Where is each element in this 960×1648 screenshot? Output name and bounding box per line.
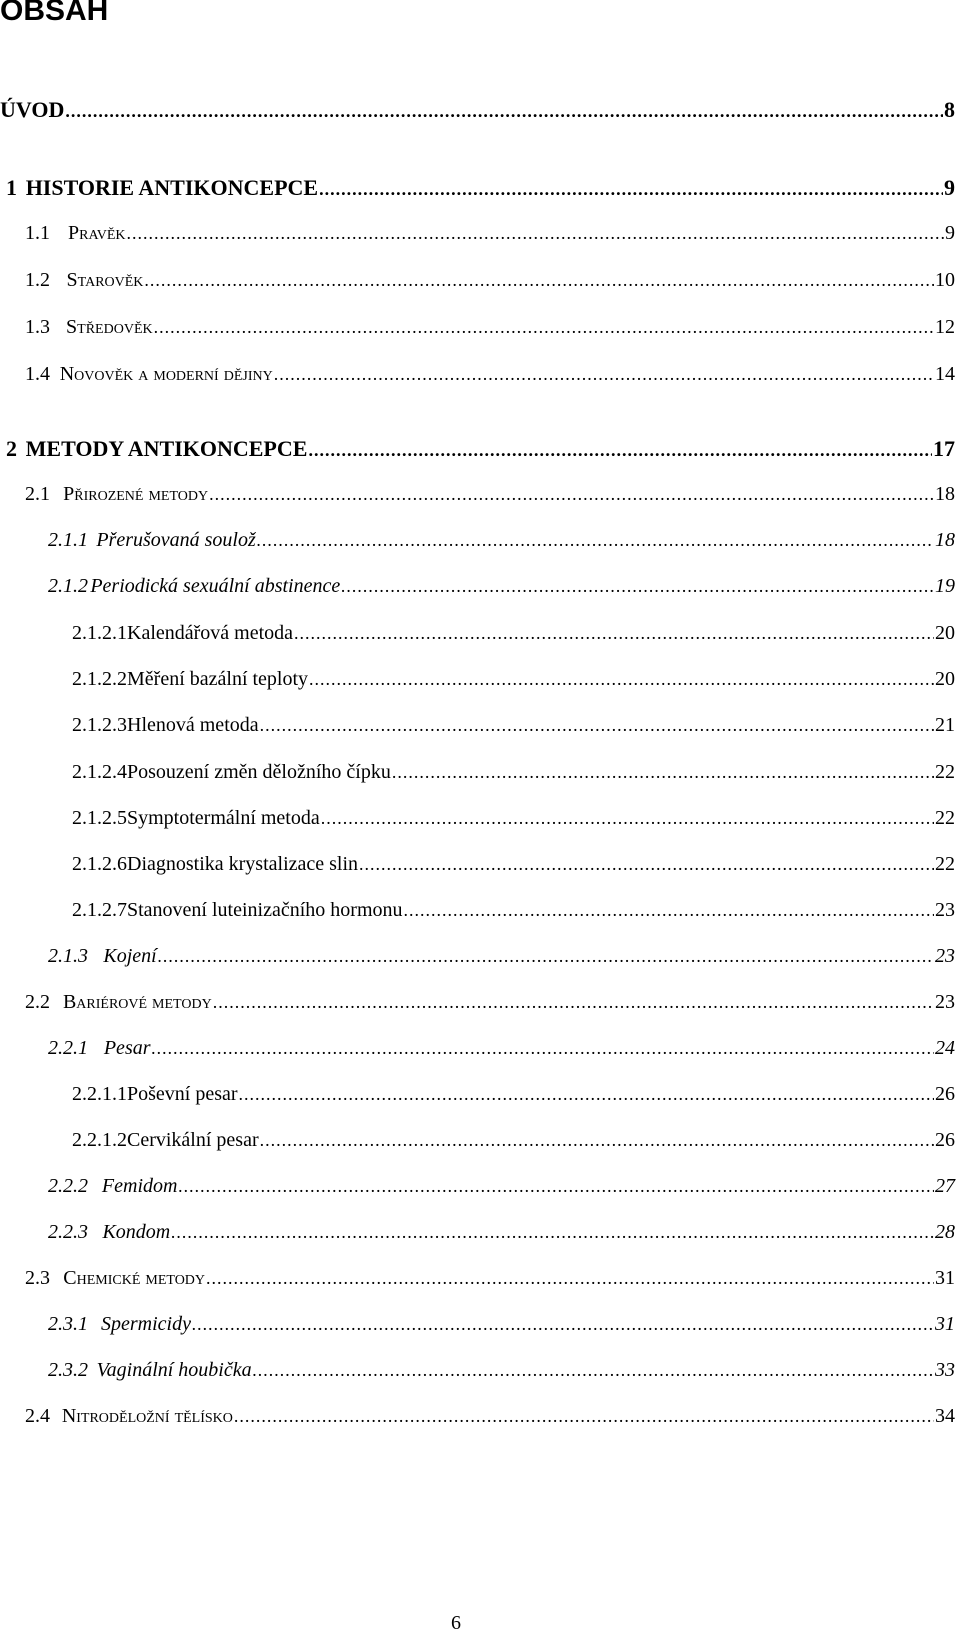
toc-leader-dots	[309, 669, 934, 690]
toc-label: ÚVOD	[0, 97, 65, 122]
toc-entry-2-2-1-1[interactable]	[72, 1083, 955, 1115]
toc-label: Pesar	[103, 1037, 151, 1059]
toc-page-number: 24	[935, 1037, 955, 1059]
toc-entry-2-4[interactable]	[25, 1405, 955, 1437]
toc-leader-dots	[171, 1222, 934, 1243]
toc-page-number: 18	[935, 483, 955, 505]
toc-number: 2.2	[25, 991, 50, 1013]
toc-leader-dots	[144, 270, 934, 291]
toc-page-number: 22	[935, 807, 955, 829]
toc-number: 2.1.2.3	[72, 714, 127, 736]
toc-page-number: 26	[935, 1129, 955, 1151]
toc-leader-dots	[257, 530, 934, 551]
toc-label: Kondom	[102, 1221, 171, 1243]
toc-entry-2[interactable]	[6, 436, 955, 468]
toc-number: 2.1.1	[48, 529, 88, 551]
toc-label: Přirozené metody	[63, 483, 209, 505]
toc-entry-2-1-2-7[interactable]	[72, 899, 955, 931]
toc-leader-dots	[65, 101, 943, 122]
toc-number: 1.4	[25, 363, 50, 385]
toc-label: Symptotermální metoda	[127, 807, 320, 829]
toc-leader-dots	[209, 484, 934, 505]
toc-page-number: 12	[935, 316, 955, 338]
toc-entry-2-3[interactable]	[25, 1267, 955, 1299]
toc-entry-2-1-2[interactable]	[48, 575, 955, 607]
toc-number: 2.1.2.2	[72, 668, 127, 690]
toc-number: 2.3	[25, 1267, 50, 1289]
toc-entry-2-3-2[interactable]	[48, 1359, 955, 1391]
toc-page-number: 31	[935, 1313, 955, 1335]
toc-number: 2.2.3	[48, 1221, 88, 1243]
toc-leader-dots	[253, 1360, 934, 1381]
toc-label: Kalendářová metoda	[127, 622, 294, 644]
toc-page-number: 8	[944, 97, 955, 122]
toc-label: Středověk	[66, 316, 153, 338]
toc-label: Měření bazální teploty	[127, 668, 309, 690]
toc-page-number: 23	[935, 945, 955, 967]
toc-leader-dots	[359, 854, 934, 875]
toc-leader-dots	[158, 946, 934, 967]
toc-leader-dots	[154, 317, 934, 338]
toc-page-number: 28	[935, 1221, 955, 1243]
toc-entry-1-3[interactable]	[25, 316, 955, 348]
toc-entry-2-2-1[interactable]	[48, 1037, 955, 1069]
toc-leader-dots	[239, 1084, 934, 1105]
toc-leader-dots	[260, 715, 934, 736]
toc-label: Periodická sexuální abstinence	[90, 575, 341, 597]
toc-page-number: 27	[935, 1175, 955, 1197]
toc-entry-2-1-3[interactable]	[48, 945, 955, 977]
toc-number: 2	[6, 436, 17, 461]
toc-page-number: 9	[945, 222, 955, 244]
toc-page-number: 14	[935, 363, 955, 385]
toc-label: Spermicidy	[100, 1313, 191, 1335]
toc-entry-2-3-1[interactable]	[48, 1313, 955, 1345]
toc-entry-2-1[interactable]	[25, 483, 955, 515]
toc-label: Kojení	[103, 945, 157, 967]
toc-number: 2.3.2	[48, 1359, 88, 1381]
toc-entry-2-1-2-4[interactable]	[72, 761, 955, 793]
toc-entry-2-2-3[interactable]	[48, 1221, 955, 1253]
toc-label: Hlenová metoda	[127, 714, 259, 736]
toc-page-number: 23	[935, 991, 955, 1013]
toc-page-number: 21	[935, 714, 955, 736]
toc-number: 2.1.2.4	[72, 761, 127, 783]
toc-page-number: 20	[935, 668, 955, 690]
toc-label: Přerušovaná soulož	[96, 529, 256, 551]
toc-leader-dots	[213, 992, 934, 1013]
toc-leader-dots	[392, 762, 934, 783]
toc-label: Chemické metody	[63, 1267, 206, 1289]
toc-page-number: 22	[935, 853, 955, 875]
toc-leader-dots	[274, 364, 934, 385]
toc-entry-2-1-1[interactable]	[48, 529, 955, 561]
toc-page-number: 9	[944, 175, 955, 200]
toc-number: 1.3	[25, 316, 50, 338]
toc-page-number: 20	[935, 622, 955, 644]
toc-page-number: 34	[935, 1405, 955, 1427]
toc-number: 1.1	[25, 222, 50, 244]
toc-leader-dots	[308, 440, 932, 461]
toc-number: 2.1.2.6	[72, 853, 127, 875]
toc-leader-dots	[192, 1314, 934, 1335]
toc-label: METODY ANTIKONCEPCE	[25, 436, 308, 461]
toc-number: 2.1.2.1	[72, 622, 127, 644]
toc-label: Vaginální houbička	[96, 1359, 252, 1381]
toc-number: 1.2	[25, 269, 50, 291]
toc-label: Bariérové metody	[62, 991, 212, 1013]
toc-leader-dots	[321, 808, 934, 829]
toc-number: 2.4	[25, 1405, 50, 1427]
toc-page-number: 18	[935, 529, 955, 551]
toc-number: 1	[6, 175, 17, 200]
toc-page-number: 10	[935, 269, 955, 291]
toc-leader-dots	[234, 1406, 934, 1427]
toc-entry-2-2-1-2[interactable]	[72, 1129, 955, 1161]
toc-page-number: 19	[935, 575, 955, 597]
toc-label: Posouzení změn děložního čípku	[127, 761, 391, 783]
toc-number: 2.3.1	[48, 1313, 88, 1335]
toc-leader-dots	[178, 1176, 934, 1197]
toc-number: 2.2.2	[48, 1175, 88, 1197]
toc-leader-dots	[319, 179, 943, 200]
toc-label: Cervikální pesar	[127, 1129, 259, 1151]
toc-leader-dots	[206, 1268, 934, 1289]
toc-entry-2-1-2-6[interactable]	[72, 853, 955, 885]
toc-leader-dots	[294, 623, 934, 644]
toc-page-number: 17	[933, 436, 955, 461]
toc-label: Poševní pesar	[127, 1083, 238, 1105]
toc-label: Diagnostika krystalizace slin	[127, 853, 359, 875]
footer-page-number: 6	[451, 1612, 461, 1634]
toc-entry-1-4[interactable]	[25, 363, 955, 395]
toc-entry-uvod[interactable]	[0, 97, 955, 129]
toc-entry-2-1-2-3[interactable]	[72, 714, 955, 746]
toc-number: 2.1.2	[48, 575, 88, 597]
toc-number: 2.1	[25, 483, 50, 505]
toc-entry-2-1-2-1[interactable]	[72, 622, 955, 654]
toc-label: HISTORIE ANTIKONCEPCE	[25, 175, 319, 200]
toc-number: 2.2.1	[48, 1037, 88, 1059]
toc-page-number: 23	[935, 899, 955, 921]
toc-leader-dots	[404, 900, 935, 921]
toc-number: 2.2.1.1	[72, 1083, 127, 1105]
toc-entry-2-2[interactable]	[25, 991, 955, 1023]
toc-leader-dots	[127, 223, 944, 244]
toc-page-number: 31	[935, 1267, 955, 1289]
toc-label: Starověk	[66, 269, 144, 291]
toc-page-number: 26	[935, 1083, 955, 1105]
toc-label: Nitroděložní tělísko	[61, 1405, 233, 1427]
toc-leader-dots	[341, 576, 934, 597]
toc-label: Pravěk	[67, 222, 126, 244]
toc-number: 2.1.2.7	[72, 899, 127, 921]
toc-entry-1-1[interactable]	[25, 222, 955, 254]
toc-number: 2.1.2.5	[72, 807, 127, 829]
toc-entry-1[interactable]	[6, 175, 955, 207]
toc-page-number: 33	[935, 1359, 955, 1381]
toc-entry-1-2[interactable]	[25, 269, 955, 301]
page-title: OBSAH	[0, 0, 109, 27]
toc-leader-dots	[260, 1130, 934, 1151]
toc-leader-dots	[152, 1038, 934, 1059]
toc-entry-2-2-2[interactable]	[48, 1175, 955, 1207]
toc-page-number: 22	[935, 761, 955, 783]
toc-label: Stanovení luteinizačního hormonu	[127, 899, 403, 921]
toc-entry-2-1-2-5[interactable]	[72, 807, 955, 839]
toc-label: Femidom	[101, 1175, 178, 1197]
toc-number: 2.1.3	[48, 945, 88, 967]
toc-number: 2.2.1.2	[72, 1129, 127, 1151]
toc-entry-2-1-2-2[interactable]	[72, 668, 955, 700]
toc-label: Novověk a moderní dějiny	[59, 363, 273, 385]
